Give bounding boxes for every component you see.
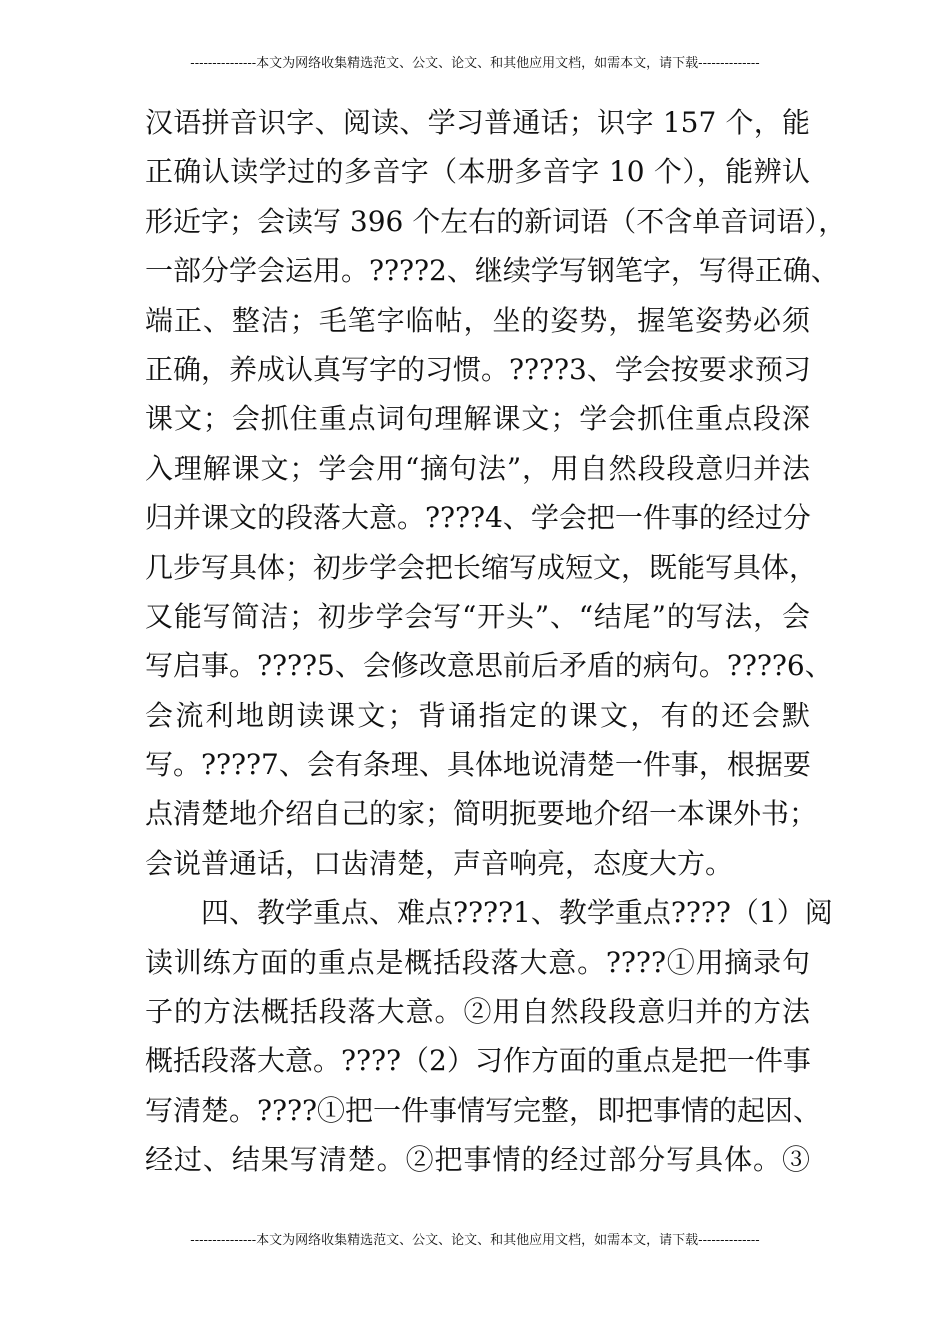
text-line: 课文；会抓住重点词句理解课文；学会抓住重点段深 [145, 402, 810, 436]
text-line: 概括段落大意。????（2）习作方面的重点是把一件事 [145, 1044, 811, 1078]
text-line: 会流利地朗读课文；背诵指定的课文，有的还会默 [145, 698, 810, 732]
text-line: 经过、结果写清楚。②把事情的经过部分写具体。③ [145, 1143, 810, 1177]
text-line: 正确，养成认真写字的习惯。????3、学会按要求预习 [145, 352, 811, 386]
text-line: 写启事。????5、会修改意思前后矛盾的病句。????6、 [145, 649, 833, 683]
text-line: 又能写简洁；初步学会写“开头”、“结尾”的写法，会 [145, 599, 810, 633]
text-line: 几步写具体；初步学会把长缩写成短文，既能写具体， [145, 550, 818, 584]
text-line-paragraph-end: 会说普通话，口齿清楚，声音响亮，态度大方。 [145, 846, 734, 880]
page-footer-banner: ---------------本文为网络收集精选范文、公文、论文、和其他应用文档，如需本文，请下载-------------- [190, 1233, 760, 1248]
text-line: 写清楚。????①把一件事情写完整，即把事情的起因、 [145, 1093, 822, 1127]
document-body [145, 98, 847, 1185]
text-line: 正确认读学过的多音字（本册多音字 10 个），能辨认 [145, 155, 810, 189]
text-line: 点清楚地介绍自己的家；简明扼要地介绍一本课外书； [145, 797, 818, 831]
text-line: 形近字；会读写 396 个左右的新词语（不含单音词语）， [145, 204, 847, 238]
page-header-banner: ---------------本文为网络收集精选范文、公文、论文、和其他应用文档，如需本文，请下载-------------- [190, 56, 760, 71]
text-line-section-heading: 四、教学重点、难点????1、教学重点????（1）阅 [145, 896, 833, 930]
text-line: 端正、整洁；毛笔字临帖，坐的姿势，握笔姿势必须 [145, 303, 810, 337]
text-line: 一部分学会运用。????2、继续学写钢笔字，写得正确、 [145, 254, 839, 288]
text-line: 读训练方面的重点是概括段落大意。????①用摘录句 [145, 945, 810, 979]
text-line: 归并课文的段落大意。????4、学会把一件事的经过分 [145, 501, 811, 535]
text-line: 写。????7、会有条理、具体地说清楚一件事，根据要 [145, 748, 811, 782]
text-line: 汉语拼音识字、阅读、学习普通话；识字 157 个，能 [145, 106, 810, 139]
text-line: 入理解课文；学会用“摘句法”，用自然段段意归并法 [145, 451, 810, 485]
text-line: 子的方法概括段落大意。②用自然段段意归并的方法 [145, 995, 810, 1029]
